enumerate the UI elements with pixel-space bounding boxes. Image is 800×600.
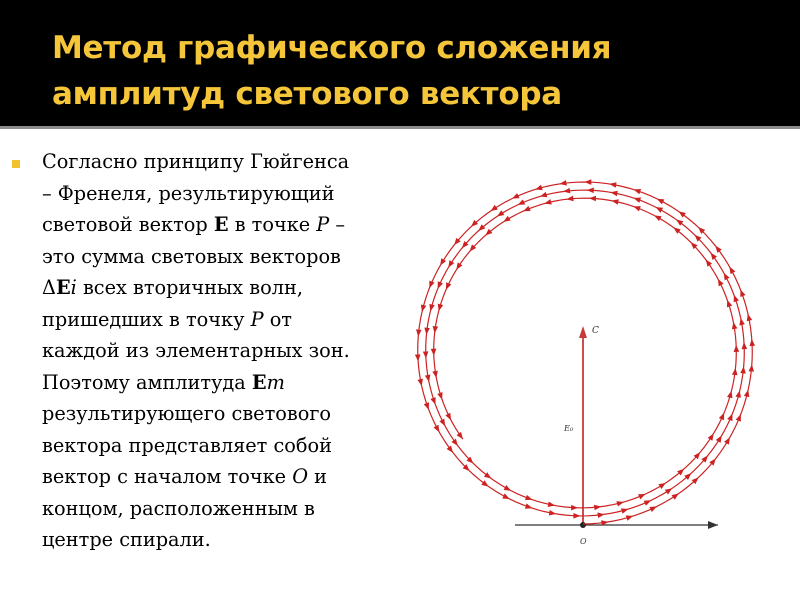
spiral-arrow-icon [740,366,746,373]
spiral-arrow-icon [584,179,591,185]
spiral-arrow-icon [626,513,634,520]
spiral-arrow-icon [654,205,663,213]
spiral-arrow-icon [727,265,735,274]
spiral-arrow-icon [436,304,443,312]
spiral-arrow-icon [731,294,739,303]
body-line: концом, расположенным в [42,496,315,520]
body-line: – Френеля, результирующий [42,181,335,205]
spiral-arrow-icon [525,503,533,510]
resultant-arrow-icon [579,326,587,338]
body-text [42,146,397,556]
spiral-arrow-icon [749,339,755,346]
spiral-arrow-icon [534,185,542,192]
spiral-arrow-icon [415,329,421,336]
spiral-arrow-icon [573,513,580,519]
title-divider [0,126,800,129]
spiral-arrow-icon [435,281,443,290]
spiral-arrow-icon [430,397,438,405]
spiral-arrow-icon [727,390,734,398]
label-c: C [592,326,599,336]
body-line: Согласно принципу Гюйгенса [42,150,350,173]
body-line: вектор с началом точке O и [42,465,327,488]
spiral-arrow-icon [437,392,445,400]
spiral-arrow-icon [665,486,674,495]
spiral-arrow-icon [616,499,624,506]
spiral-arrow-icon [445,413,453,422]
spiral-arrow-icon [644,498,653,506]
spiral-arrow-icon [511,193,520,201]
spiral-arrow-icon [724,436,732,445]
spiral-arrow-icon [424,402,432,411]
spiral-arrow-icon [732,368,738,376]
spiral-arrow-icon [738,288,746,297]
axis-arrow-icon [708,521,718,529]
spiral-arrow-icon [721,271,729,280]
spiral-arrow-icon [539,192,547,199]
spiral-arrow-icon [587,187,594,193]
spiral-arrow-icon [741,342,747,349]
label-e0: E₀ [564,424,574,433]
spiral-arrow-icon [715,278,723,287]
spiral-arrow-icon [434,425,442,434]
spiral-arrow-icon [736,413,744,422]
spiral-arrow-icon [419,305,426,313]
label-o: O [580,537,587,546]
spiral-arrow-icon [504,485,513,493]
spiral-arrow-icon [517,199,526,207]
spiral-arrow-icon [725,299,733,307]
spiral-arrow-icon [733,345,739,352]
body-line: каждой из элементарных зон. [42,339,350,362]
spiral-arrow-icon [423,351,429,358]
spiral-arrow-icon [502,493,511,501]
spiral-arrow-icon [446,260,454,269]
spiral-arrow-icon [571,505,578,511]
slide-title-line-1: Метод графического сложения [52,30,612,66]
title-bar [0,0,800,126]
spiral-arrow-icon [716,434,724,443]
spiral-arrow-icon [454,262,462,271]
spiral-arrow-icon [495,210,504,219]
spiral-arrow-icon [719,412,727,421]
spiral-arrow-icon [417,379,424,387]
spiral-arrow-icon [431,349,437,356]
body-line: центре спирали. [42,528,211,551]
spiral-path [418,182,753,524]
spiral-arrow-icon [749,364,755,371]
spiral-arrow-icon [415,354,421,361]
spiral-arrow-icon [632,204,640,212]
spiral-arrow-icon [653,213,662,221]
spiral-arrow-icon [502,216,511,224]
spiral-arrow-icon [708,432,716,441]
body-line: результирующего светового [42,402,332,425]
spiral-arrow-icon [727,412,735,421]
spiral-arrow-icon [427,281,435,290]
spiral-arrow-icon [544,199,552,206]
bullet-square-icon [12,160,20,168]
spiral-arrow-icon [443,282,451,291]
spiral-arrow-icon [656,196,665,204]
spiral-arrow-icon [566,196,574,202]
spiral-arrow-icon [633,195,641,203]
spiral-arrow-icon [428,304,435,312]
spiral-arrow-icon [745,313,752,321]
point-o [580,522,586,528]
spiral-arrow-icon [649,504,658,512]
spiral-arrow-icon [594,504,602,510]
spiral-of-vectors [415,179,755,525]
spiral-arrow-icon [735,390,742,398]
spiral-arrow-icon [489,205,498,214]
slide-title-line-2: амплитуд светового вектора [52,76,562,112]
body-line: световой вектор E в точке P – [42,213,346,236]
body-line: вектора представляет собой [42,433,332,457]
spiral-arrow-icon [589,195,596,201]
spiral-arrow-icon [621,506,629,513]
spiral-arrow-icon [638,491,647,499]
spiral-arrow-icon [525,495,533,503]
spiral-arrow-icon [658,480,667,488]
spiral-arrow-icon [424,328,430,336]
spiral-arrow-icon [633,187,641,194]
fresnel-spiral-diagram [400,140,800,570]
body-line: Поэтому амплитуда Em [42,370,285,394]
spiral-arrow-icon [438,258,446,267]
body-line: это сумма световых векторов [42,244,341,268]
spiral-arrow-icon [744,389,751,397]
body-line: пришедших в точку P от [42,307,292,331]
body-line: ΔEi всех вторичных волн, [42,276,303,299]
spiral-arrow-icon [456,432,465,441]
spiral-arrow-icon [439,419,447,428]
spiral-arrow-icon [522,206,531,214]
spiral-arrow-icon [432,326,438,334]
spiral-arrow-icon [671,491,680,500]
